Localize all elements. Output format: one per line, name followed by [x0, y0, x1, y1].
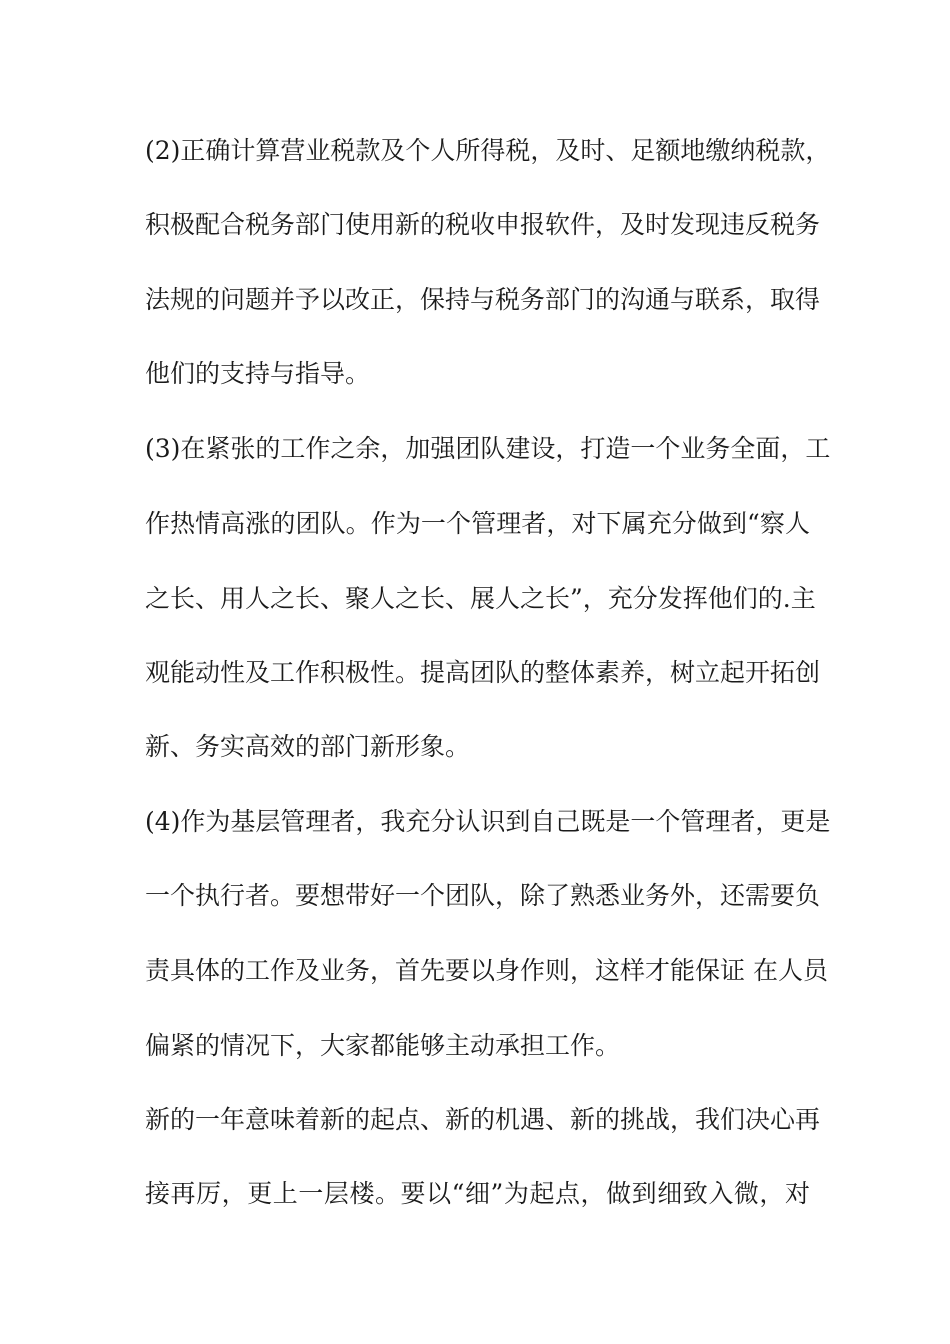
text-line: 接再厉，更上一层楼。要以“细”为起点，做到细致入微，对	[145, 1179, 810, 1208]
text-line: (4)作为基层管理者，我充分认识到自己既是一个管理者，更是	[145, 807, 831, 836]
text-line: 一个执行者。要想带好一个团队，除了熟悉业务外，还需要负	[145, 881, 821, 910]
text-line: 之长、用人之长、聚人之长、展人之长”，充分发挥他们的.主	[145, 584, 816, 613]
text-line: 偏紧的情况下，大家都能够主动承担工作。	[145, 1031, 621, 1060]
text-line: 他们的支持与指导。	[145, 359, 371, 388]
text-line: (2)正确计算营业税款及个人所得税，及时、足额地缴纳税款，	[145, 136, 831, 165]
text-line: 作热情高涨的团队。作为一个管理者，对下属充分做到“察人	[145, 509, 810, 538]
text-line: 新的一年意味着新的起点、新的机遇、新的挑战，我们决心再	[145, 1105, 821, 1134]
text-line: 积极配合税务部门使用新的税收申报软件，及时发现违反税务	[145, 210, 821, 239]
text-line: 责具体的工作及业务，首先要以身作则，这样才能保证 在人员	[145, 956, 828, 985]
text-line: (3)在紧张的工作之余，加强团队建设，打造一个业务全面，工	[145, 434, 831, 463]
text-line: 新、务实高效的部门新形象。	[145, 732, 471, 761]
text-line: 观能动性及工作积极性。提高团队的整体素养，树立起开拓创	[145, 658, 821, 687]
text-line: 法规的问题并予以改正，保持与税务部门的沟通与联系，取得	[145, 285, 821, 314]
